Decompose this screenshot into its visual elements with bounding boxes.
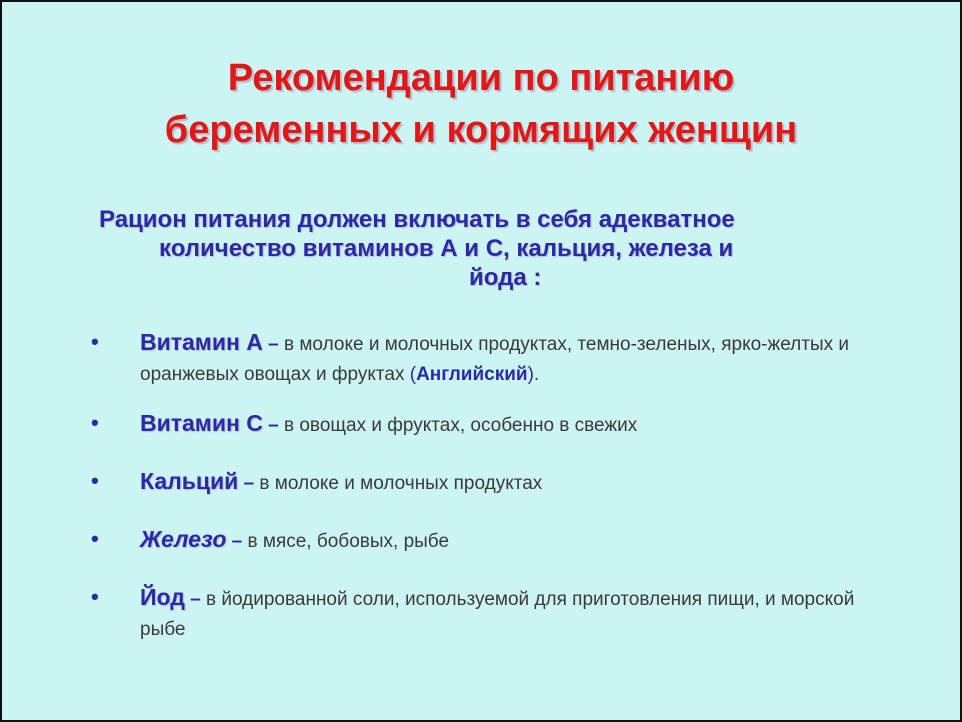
list-item-text — [140, 408, 900, 441]
list-item-text — [140, 327, 900, 390]
list-item-description: в молоке и молочных продуктах, темно-зеленых, ярко-желтых и оранжевых овощах и фруктах — [140, 334, 849, 385]
list-item-dash: – — [268, 334, 279, 355]
list-item-text — [140, 524, 900, 557]
bullet: • — [91, 526, 99, 551]
list-item-term: Железо — [140, 526, 227, 552]
paren-word: Английский — [416, 364, 528, 385]
bullet: • — [91, 468, 99, 493]
list-item-term: Кальций — [140, 468, 239, 494]
list-item-dash: – — [231, 531, 243, 552]
bullet: • — [91, 410, 99, 435]
list-item-description: в овощах и фруктах, особенно в свежих — [278, 415, 638, 436]
list-item-text — [140, 582, 900, 645]
list-item-dash: – — [190, 589, 201, 610]
list-item-text — [140, 466, 900, 499]
paren-close: ). — [527, 364, 540, 385]
intro-line-1: Рацион питания должен включать в себя адекватное — [99, 206, 735, 233]
list-item-dash: – — [243, 473, 255, 494]
list-item-term: Витамин А — [140, 329, 263, 355]
intro-line-3: йода : — [469, 264, 542, 291]
list-item-description: в мясе, бобовых, рыбе — [242, 531, 450, 552]
nutrient-list — [2, 2, 960, 720]
title-line-1: Рекомендации по питанию — [227, 57, 735, 99]
list-item-term: Йод — [140, 584, 185, 610]
bullet: • — [91, 584, 99, 609]
list-item-dash: – — [268, 415, 279, 436]
list-item-description: в молоке и молочных продуктах — [254, 473, 543, 494]
list-item-term: Витамин С — [140, 410, 263, 436]
intro-line-2: количество витаминов А и С, кальция, железа и — [159, 235, 734, 262]
title-line-2: беременных и кормящих женщин — [164, 109, 798, 151]
bullet: • — [91, 329, 99, 354]
paren-open: ( — [409, 364, 417, 385]
list-item-description: в йодированной соли, используемой для приготовления пищи, и морской рыбе — [140, 589, 855, 640]
